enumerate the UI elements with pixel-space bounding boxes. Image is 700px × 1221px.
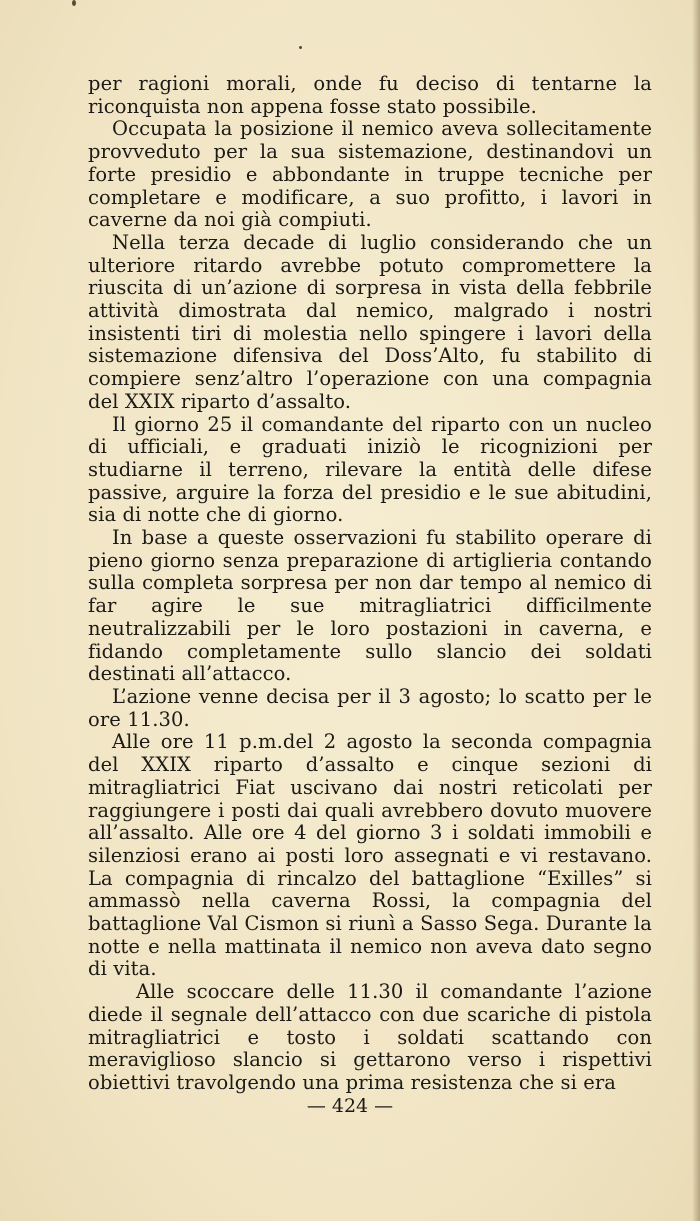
paragraph-3: Nella terza decade di luglio considerando che un ulteriore ritardo avrebbe potuto compromettere la riuscita di un’azione di sorpresa in vista della febbrile attività dimostrata dal nemico, malgrado i nostri insistenti tiri di molestia nello spingere i lavori della sistemazione difensiva del Doss’Alto, fu stabilito di compiere senz’altro l’operazione con una compagnia del XXIX riparto d’assalto. [88, 230, 652, 413]
paragraph-5: In base a queste osservazioni fu stabilito operare di pieno giorno senza preparazione di artiglieria contando sulla completa sorpresa per non dar tempo al nemico di far agire le sue mitragliatrici difficilmente neutralizzabili per le loro postazioni in caverna, e fidando completamente sullo slancio dei soldati destinati all’attacco. [88, 526, 652, 686]
paragraph-2: Occupata la posizione il nemico aveva sollecitamente provveduto per la sua sistemazione, destinandovi un forte presidio e abbondante in truppe tecniche per completare e modificare, a suo profitto, i lavori in caverne da noi già compiuti. [88, 117, 652, 232]
page-number: — 424 — [306, 1095, 394, 1117]
ink-speck [299, 46, 302, 49]
body-text [88, 73, 652, 1095]
paragraph-4: Il giorno 25 il comandante del riparto con un nucleo di ufficiali, e graduati iniziò le ricognizioni per studiarne il terreno, rilevare la entità delle difese passive, arguire la forza del presidio e le sue abitudini, sia di notte che di giorno. [88, 412, 652, 527]
paragraph-6: L’azione venne decisa per il 3 agosto; lo scatto per le ore 11.30. [88, 684, 652, 731]
paragraph-7: Alle ore 11 p.m.del 2 agosto la seconda compagnia del XXIX riparto d’assalto e cinque sezioni di mitragliatrici Fiat uscivano dai nostri reticolati per raggiungere i posti dai quali avrebbero dovuto muovere all’assalto. Alle ore 4 del giorno 3 i soldati immobili e silenziosi erano ai posti loro assegnati e vi restavano. La compagnia di rincalzo del battaglione “Exilles” si ammassò nella caverna Rossi, la compagnia del battaglione Val Cismon si riunì a Sasso Sega. Durante la notte e nella mattinata il nemico non aveva dato segno di vita. [88, 730, 652, 981]
ink-speck [72, 0, 76, 6]
paragraph-8: Alle scoccare delle 11.30 il comandante l’azione diede il segnale dell’attacco con due scariche di pistola mitragliatrici e tosto i soldati scattando con meraviglioso slancio si gettarono verso i rispettivi obiettivi travolgendo una prima resistenza che si era [88, 980, 652, 1094]
paragraph-1: per ragioni morali, onde fu deciso di tentarne la riconquista non appena fosse stato possibile. [88, 72, 652, 118]
page-edge-shadow [692, 0, 700, 1221]
